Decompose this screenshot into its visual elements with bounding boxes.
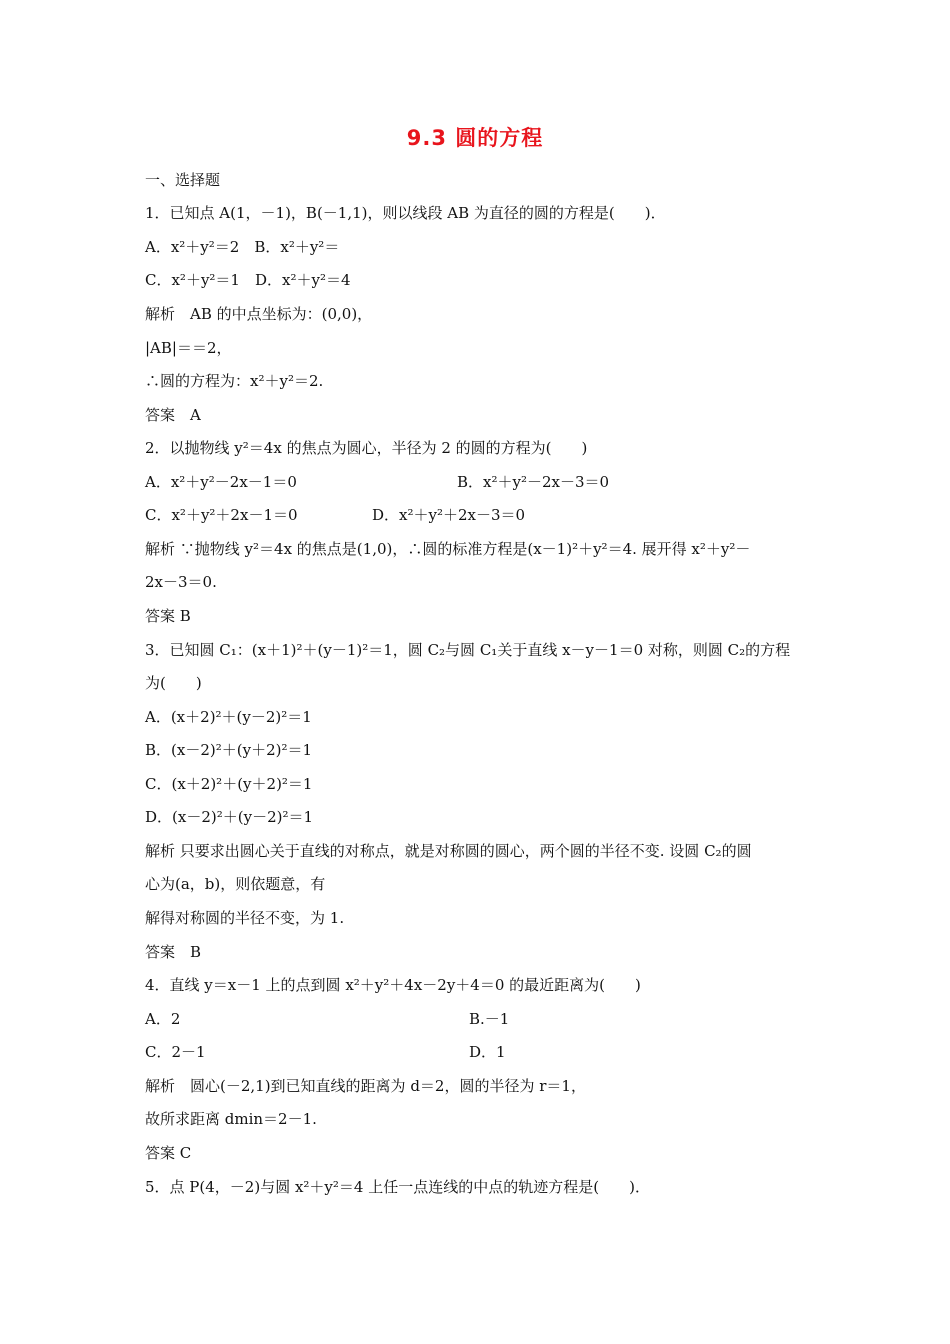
- question-4: 4．直线 y＝x－1 上的点到圆 x²＋y²＋4x－2y＋4＝0 的最近距离为( ): [145, 976, 641, 994]
- q2-option-b: B．x²＋y²－2x－3＝0: [457, 473, 610, 491]
- q1-analysis-line: ∴圆的方程为：x²＋y²＝2.: [145, 372, 324, 390]
- q4-analysis: 解析 圆心(－2,1)到已知直线的距离为 d＝2，圆的半径为 r＝1，: [145, 1077, 586, 1095]
- q3-option-d: D．(x－2)²＋(y－2)²＝1: [145, 808, 314, 826]
- q3-analysis: 解析 只要求出圆心关于直线的对称点，就是对称圆的圆心，两个圆的半径不变. 设圆 C₂的圆: [145, 842, 752, 860]
- q3-option-b: B．(x－2)²＋(y＋2)²＝1: [145, 741, 313, 759]
- q2-option-c: C．x²＋y²＋2x－1＝0: [145, 506, 298, 524]
- q3-option-c: C．(x＋2)²＋(y＋2)²＝1: [145, 775, 313, 793]
- q2-option-d: D．x²＋y²＋2x－3＝0: [372, 506, 526, 524]
- q4-answer: 答案 C: [145, 1144, 192, 1162]
- q4-analysis-line: 故所求距离 dmin＝2－1.: [145, 1110, 317, 1128]
- q3-analysis-line: 心为(a，b)，则依题意，有: [145, 875, 326, 893]
- q2-option-a: A．x²＋y²－2x－1＝0: [145, 473, 297, 491]
- question-3: 3．已知圆 C₁：(x＋1)²＋(y－1)²＝1，圆 C₂与圆 C₁关于直线 x－y－1＝0 对称，则圆 C₂的方程: [145, 641, 791, 659]
- q3-option-a: A．(x＋2)²＋(y－2)²＝1: [145, 708, 312, 726]
- question-3-cont: 为( ): [145, 674, 202, 692]
- q1-analysis-line: |AB|＝＝2，: [145, 339, 232, 357]
- q2-answer: 答案 B: [145, 607, 191, 625]
- question-5: 5．点 P(4，－2)与圆 x²＋y²＝4 上任一点连线的中点的轨迹方程是( )．: [145, 1178, 650, 1196]
- q4-option-c: C．2－1: [145, 1043, 206, 1061]
- question-1: 1．已知点 A(1，－1)，B(－1,1)，则以线段 AB 为直径的圆的方程是( )．: [145, 204, 666, 222]
- q3-answer: 答案 B: [145, 943, 202, 961]
- q4-option-a: A．2: [145, 1010, 181, 1028]
- q4-option-d: D．1: [469, 1043, 506, 1061]
- section-heading: 一、选择题: [145, 171, 221, 189]
- q1-options-cd: C．x²＋y²＝1 D．x²＋y²＝4: [145, 271, 351, 289]
- q2-analysis-line: 2x－3＝0.: [145, 573, 217, 591]
- question-2: 2．以抛物线 y²＝4x 的焦点为圆心，半径为 2 的圆的方程为( ): [145, 439, 588, 457]
- q2-analysis: 解析 ∵抛物线 y²＝4x 的焦点是(1,0)，∴圆的标准方程是(x－1)²＋y²＝4. 展开得 x²＋y²－: [145, 540, 751, 558]
- q1-analysis: 解析 AB 的中点坐标为：(0,0)，: [145, 305, 373, 323]
- q3-analysis-line: 解得对称圆的半径不变，为 1.: [145, 909, 345, 927]
- q1-options-ab: A．x²＋y²＝2 B．x²＋y²＝: [145, 238, 340, 256]
- q4-option-b: B.－1: [469, 1010, 510, 1028]
- page-title: 9.3 圆的方程: [406, 126, 544, 150]
- q1-answer: 答案 A: [145, 406, 201, 424]
